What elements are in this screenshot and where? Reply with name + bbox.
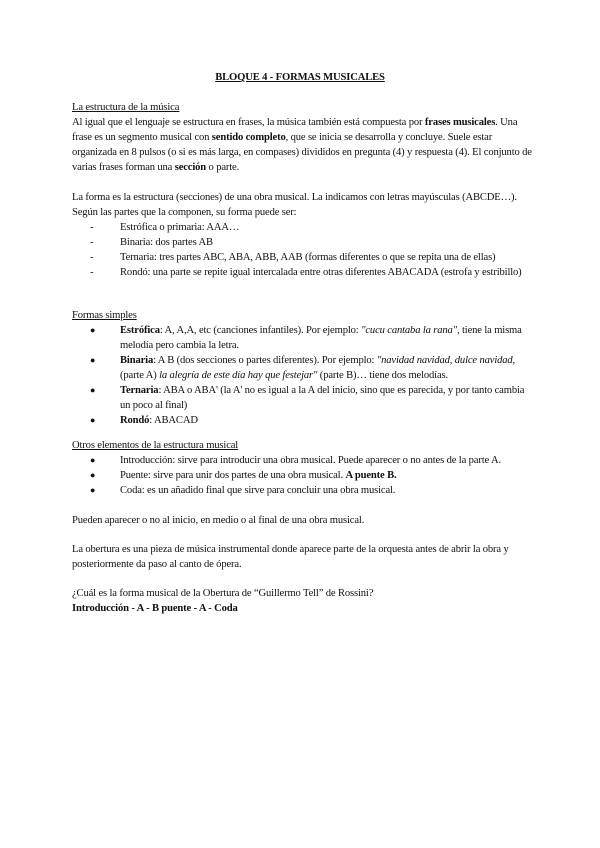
bold-text: Rondó <box>120 415 150 426</box>
list-item: - Binaria: dos partes AB <box>90 237 213 248</box>
list-item: - Estrófica o primaria: AAA… <box>90 222 240 233</box>
section-other-elements <box>72 438 532 498</box>
list-item <box>72 468 532 483</box>
bold-text: A puente B. <box>345 470 397 481</box>
paragraph <box>72 115 532 175</box>
paragraph: La obertura es una pieza de música instrumental donde aparece parte de la orquesta antes de abrir la obra y posteriormente da paso al canto de ópera. <box>72 544 509 570</box>
bullet-list <box>72 453 532 498</box>
text-run: : ABA o ABA' (la A' no es igual a la A del inicio, sino que es parecida, y por tanto cambia un poco al final) <box>120 385 525 411</box>
list-item <box>72 353 532 383</box>
dash-marker: - <box>90 267 94 278</box>
bold-text: frases musicales <box>424 117 496 128</box>
text-run: , tiene la misma melodía pero cambia la letra. <box>120 325 522 351</box>
section-structure <box>72 100 532 175</box>
text-run: . Una frase es un segmento musical con <box>72 117 518 143</box>
bullet-marker: ● <box>90 485 96 495</box>
text-run: : A B (dos secciones o partes diferentes). Por ejemplo: <box>153 355 377 366</box>
section-simple-forms <box>72 308 532 428</box>
dash-list <box>72 220 532 280</box>
bullet-marker: ● <box>90 355 96 365</box>
bullet-marker: ● <box>90 325 96 335</box>
list-item <box>72 323 532 353</box>
paragraph: La forma es la estructura (secciones) de una obra musical. La indicamos con letras mayúsculas (ABCDE…). Según las partes que la componen, su forma puede ser: <box>72 192 517 218</box>
answer: Introducción - A - B puente - A - Coda <box>72 603 238 614</box>
list-item <box>72 383 532 413</box>
text-run: Introducción: sirve para introducir una obra musical. Puede aparecer o no antes de la parte A. <box>120 455 501 466</box>
section-heading: La estructura de la música <box>72 102 180 113</box>
text-run: o parte. <box>206 162 240 173</box>
bullet-marker: ● <box>90 415 96 425</box>
text-run: Puente: sirve para unir dos partes de una obra musical. <box>120 470 346 481</box>
section-form <box>72 190 532 280</box>
list-item: - Ternaria: tres partes ABC, ABA, ABB, AAB (formas diferentes o que se repita una de ellas) <box>90 252 496 263</box>
text-run: (parte B)… tiene dos melodías. <box>317 370 448 381</box>
question-block <box>72 586 532 616</box>
bullet-list <box>72 323 532 428</box>
dash-marker: - <box>90 252 94 263</box>
text-run: Coda: es un añadido final que sirve para concluir una obra musical. <box>120 485 396 496</box>
bold-text: sección <box>174 162 207 173</box>
text-run: : ABACAD <box>149 415 198 426</box>
list-item <box>72 413 532 428</box>
dash-marker: - <box>90 237 94 248</box>
bold-text: Binaria <box>120 355 154 366</box>
paragraph-obertura <box>72 542 532 572</box>
list-item <box>72 483 532 498</box>
text-run: Al igual que el lenguaje se estructura en frases, la música también está compuesta por <box>72 117 425 128</box>
bullet-marker: ● <box>90 470 96 480</box>
italic-text: "navidad navidad, dulce navidad, <box>376 355 516 366</box>
bold-text: sentido completo <box>211 132 286 143</box>
bold-text: Ternaria <box>120 385 159 396</box>
paragraph-aparecer <box>72 513 532 528</box>
paragraph: Pueden aparecer o no al inicio, en medio o al final de una obra musical. <box>72 515 365 526</box>
list-item <box>72 453 532 468</box>
text-run: , que se inicia se desarrolla y concluye. Suele estar organizada en 8 pulsos (o si es más larga, en compases) divididos en pregunta (4) y respuesta (4). El conjunto de varias frases forman una <box>72 132 532 173</box>
page-title: BLOQUE 4 - FORMAS MUSICALES <box>215 72 385 83</box>
list-item: - Rondó: una parte se repite igual intercalada entre otras diferentes ABACADA (estrofa y estribillo) <box>90 267 522 278</box>
italic-text: la alegría de este día hay que festejar" <box>159 370 318 381</box>
text-run: (parte A) <box>120 370 160 381</box>
section-heading: Otros elementos de la estructura musical <box>72 440 239 451</box>
section-heading: Formas simples <box>72 310 137 321</box>
bullet-marker: ● <box>90 455 96 465</box>
italic-text: "cucu cantaba la rana" <box>361 325 458 336</box>
text-run: : A, A,A, etc (canciones infantiles). Por ejemplo: <box>159 325 362 336</box>
question: ¿Cuál es la forma musical de la Obertura de “Guillermo Tell” de Rossini? <box>72 588 374 599</box>
dash-marker: - <box>90 222 94 233</box>
bullet-marker: ● <box>90 385 96 395</box>
bold-text: Estrófica <box>120 325 160 336</box>
